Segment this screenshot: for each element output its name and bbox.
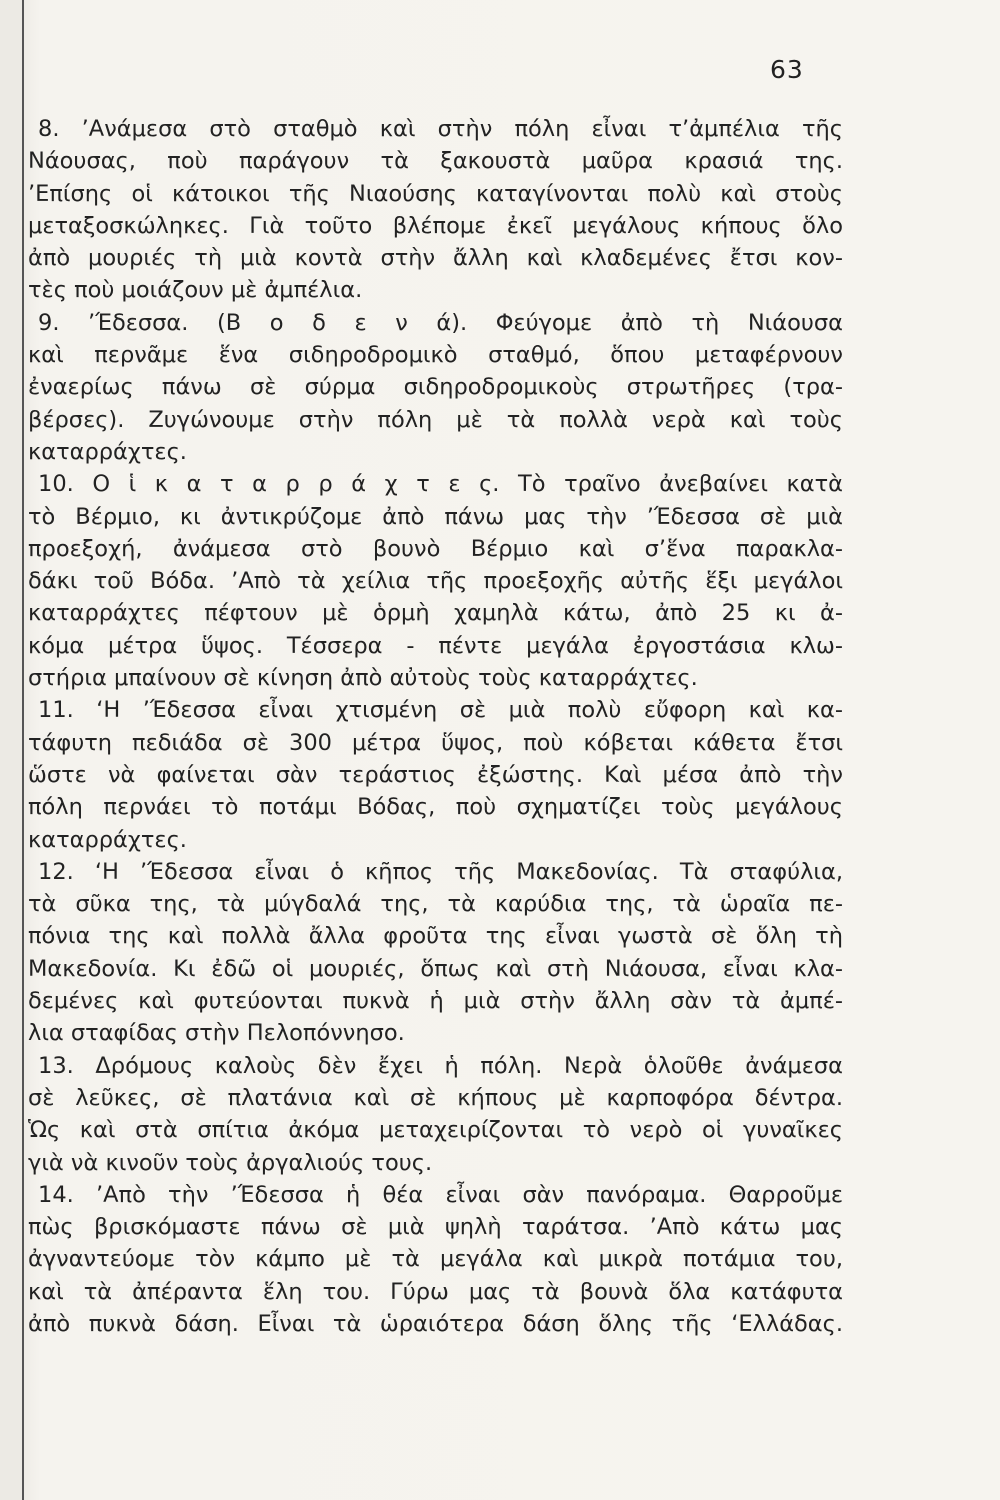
text-line: προεξοχή, ἀνάμεσα στὸ βουνὸ Βέρμιο καὶ σ’ἕνα παρακλα- [28,535,843,562]
text-line: Νάουσας, ποὺ παράγουν τὰ ξακουστὰ μαῦρα κρασιά της. [28,148,843,175]
text-line: λια σταφίδας στὴν Πελοπόννησο. [28,1020,405,1047]
text-line: ’Επίσης οἱ κάτοικοι τῆς Νιαούσης καταγίνονται πολὺ καὶ στοὺς [28,180,843,207]
text-line: κόμα μέτρα ὕψος. Τέσσερα - πέντε μεγάλα ἐργοστάσια κλω- [28,632,843,659]
text-line: 9. ’Έδεσσα. (Β ο δ ε ν ά). Φεύγομε ἀπὸ τὴ Νιάουσα [38,309,843,336]
text-line: καταρράχτες. [28,826,187,853]
text-line: βέρσες). Ζυγώνουμε στὴν πόλη μὲ τὰ πολλὰ νερὰ καὶ τοὺς [28,406,843,433]
text-line: δεμένες καὶ φυτεύονται πυκνὰ ἡ μιὰ στὴν ἄλλη σὰν τὰ ἀμπέ- [28,988,843,1015]
text-line: καταρράχτες πέφτουν μὲ ὁρμὴ χαμηλὰ κάτω, ἀπὸ 25 κι ἀ- [28,600,843,627]
text-line: ὥστε νὰ φαίνεται σὰν τεράστιος ἐξώστης. Καὶ μέσα ἀπὸ τὴν [28,761,843,788]
text-line: 14. ’Απὸ τὴν ’Έδεσσα ἡ θέα εἶναι σὰν πανόραμα. Θαρροῦμε [38,1181,843,1208]
text-line: καὶ περνᾶμε ἕνα σιδηροδρομικὸ σταθμό, ὅπου μεταφέρνουν [28,342,843,369]
text-line: καταρράχτες. [28,438,187,465]
text-line: τάφυτη πεδιάδα σὲ 300 μέτρα ὕψος, ποὺ κόβεται κάθετα ἔτσι [28,729,843,756]
text-line: ἀπὸ πυκνὰ δάση. Εἶναι τὰ ὡραιότερα δάση ὅλης τῆς ‘Ελλάδας. [28,1310,843,1337]
text-line: 13. Δρόμους καλοὺς δὲν ἔχει ἡ πόλη. Νερὰ ὁλοῦθε ἀνάμεσα [38,1052,843,1079]
text-line: ἀπὸ μουριές τὴ μιὰ κοντὰ στὴν ἄλλη καὶ κλαδεμένες ἔτσι κον- [28,245,843,272]
text-line: ἐναερίως πάνω σὲ σύρμα σιδηροδρομικοὺς στρωτῆρες (τρα- [28,374,843,401]
text-line: πόλη περνάει τὸ ποτάμι Βόδας, ποὺ σχηματίζει τοὺς μεγάλους [28,794,843,821]
text-line: δάκι τοῦ Βόδα. ’Απὸ τὰ χείλια τῆς προεξοχῆς αὐτῆς ἕξι μεγάλοι [28,568,843,595]
text-line: γιὰ νὰ κινοῦν τοὺς ἀργαλιούς τους. [28,1149,433,1176]
text-line: Ὡς καὶ στὰ σπίτια ἀκόμα μεταχειρίζονται τὸ νερὸ οἱ γυναῖκες [28,1117,843,1144]
text-line: μεταξοσκώληκες. Γιὰ τοῦτο βλέπομε ἐκεῖ μεγάλους κήπους ὅλο [28,212,843,239]
text-line: τὸ Βέρμιο, κι ἀντικρύζομε ἀπὸ πάνω μας τὴν ’Έδεσσα σὲ μιὰ [28,503,843,530]
text-line: 11. ‘Η ’Έδεσσα εἶναι χτισμένη σὲ μιὰ πολὺ εὔφορη καὶ κα- [38,697,843,724]
text-line: τὲς ποὺ μοιάζουν μὲ ἀμπέλια. [28,277,363,304]
text-body [28,113,843,1340]
text-line: πὼς βρισκόμαστε πάνω σὲ μιὰ ψηλὴ ταράτσα. ’Απὸ κάτω μας [28,1214,843,1241]
page-gutter [0,0,24,1500]
text-line: τὰ σῦκα της, τὰ μύγδαλά της, τὰ καρύδια της, τὰ ὡραῖα πε- [28,891,843,918]
text-line: 12. ‘Η ’Έδεσσα εἶναι ὁ κῆπος τῆς Μακεδονίας. Τὰ σταφύλια, [38,858,843,885]
text-line: 10. Ο ἱ κ α τ α ρ ρ ά χ τ ε ς. Τὸ τραῖνο ἀνεβαίνει κατὰ [38,471,843,498]
text-line: στήρια μπαίνουν σὲ κίνηση ἀπὸ αὐτοὺς τοὺς καταρράχτες. [28,665,698,692]
text-line: 8. ’Ανάμεσα στὸ σταθμὸ καὶ στὴν πόλη εἶναι τ’ἀμπέλια τῆς [38,116,843,142]
text-line: καὶ τὰ ἀπέραντα ἕλη του. Γύρω μας τὰ βουνὰ ὅλα κατάφυτα [28,1278,843,1305]
text-line: ἀγναντεύομε τὸν κάμπο μὲ τὰ μεγάλα καὶ μικρὰ ποτάμια του, [28,1246,843,1273]
text-line: Μακεδονία. Κι ἐδῶ οἱ μουριές, ὅπως καὶ στὴ Νιάουσα, εἶναι κλα- [28,955,843,982]
text-line: σὲ λεῦκες, σὲ πλατάνια καὶ σὲ κήπους μὲ καρποφόρα δέντρα. [28,1084,843,1111]
page-number: 63 [770,55,804,84]
text-line: πόνια της καὶ πολλὰ ἄλλα φροῦτα της εἶναι γωστὰ σὲ ὅλη τὴ [28,923,843,950]
